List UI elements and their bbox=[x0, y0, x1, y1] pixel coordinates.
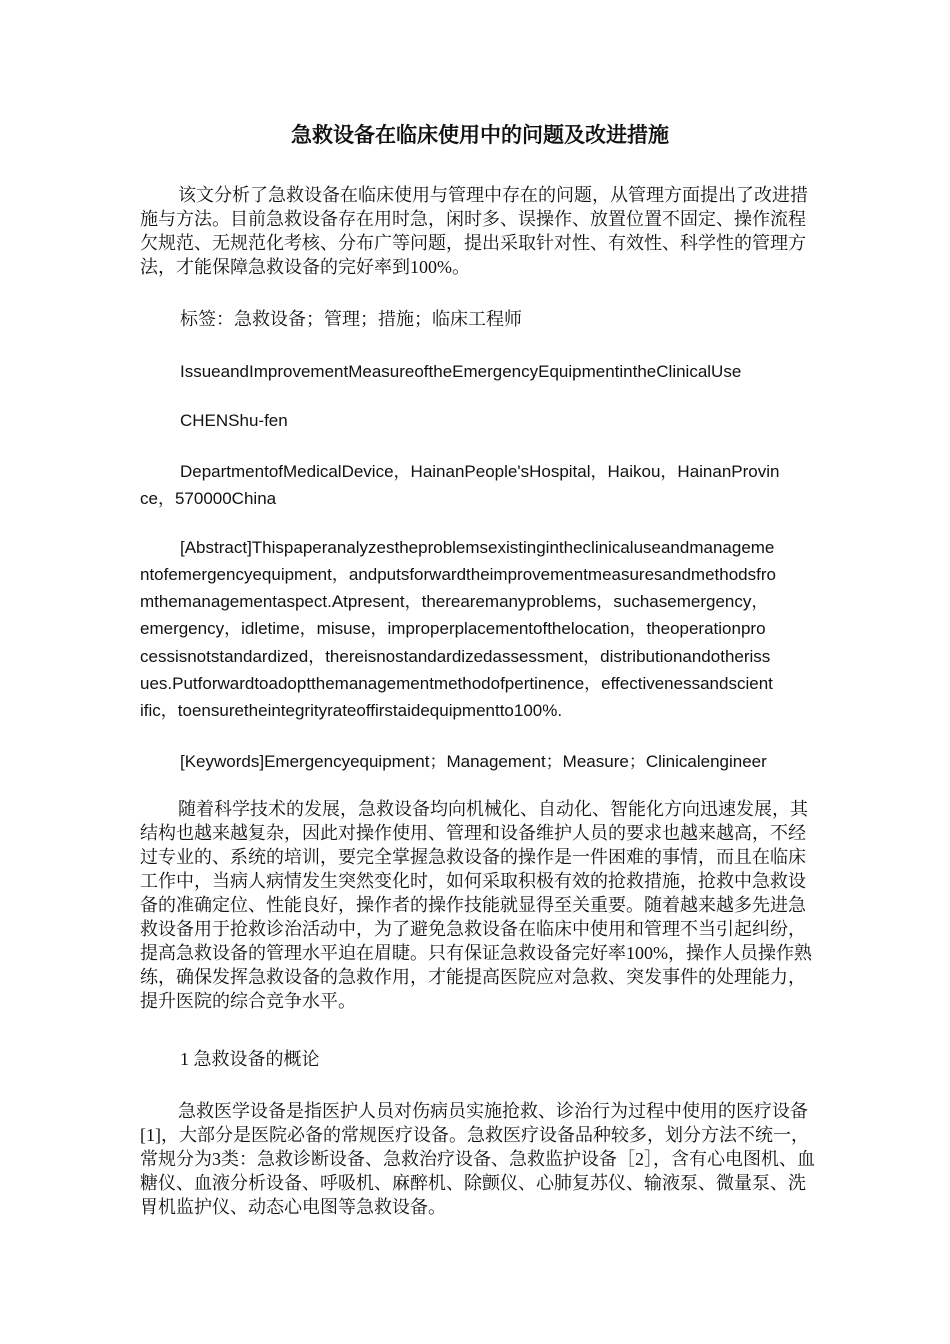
document-title: 急救设备在临床使用中的问题及改进措施 bbox=[291, 123, 669, 147]
abstract-line: ues.Putforwardtoadoptthemanagementmethodofpertinence，effectivenessandscient bbox=[140, 674, 773, 693]
abstract-line: mthemanagementaspect.Atpresent，therearemanyproblems，suchasemergency， bbox=[140, 592, 769, 611]
abstract-line: [Abstract]Thispaperanalyzestheproblemsexistingintheclinicaluseandmanageme bbox=[180, 538, 775, 557]
abstract-line: ific，toensuretheintegrityrateoffirstaidequipmentto100%. bbox=[140, 701, 563, 720]
abstract-line: ntofemergencyequipment，andputsforwardtheimprovementmeasuresandmethodsfro bbox=[140, 565, 776, 584]
author-name: CHENShu-fen bbox=[180, 411, 288, 430]
intro-paragraph: 随着科学技术的发展，急救设备均向机械化、自动化、智能化方向迅速发展，其结构也越来越复杂，因此对操作使用、管理和设备维护人员的要求也越来越高，不经过专业的、系统的培训，要完全掌握急救设备的操作是一件困难的事情，而且在临床工作中，当病人病情发生突然变化时，如何采取积极有效的抢救措施，抢救中急救设备的准确定位、性能良好，操作者的操作技能就显得至关重要。随着越来越多先进急救设备用于抢救诊治活动中，为了避免急救设备在临床中使用和管理不当引起纠纷，提高急救设备的管理水平迫在眉睫。只有保证急救设备完好率100%，操作人员操作熟练，确保发挥急救设备的急救作用，才能提高医院应对急救、突发事件的处理能力，提升医院的综合竞争水平。 bbox=[140, 799, 812, 1011]
english-title: IssueandImprovementMeasureoftheEmergencyEquipmentintheClinicalUse bbox=[180, 362, 742, 381]
abstract-line: emergency，idletime，misuse，improperplacementofthelocation，theoperationpro bbox=[140, 619, 766, 638]
section-1-paragraph: 急救医学设备是指医护人员对伤病员实施抢救、诊治行为过程中使用的医疗设备[1]，大部分是医院必备的常规医疗设备。急救医疗设备品种较多，划分方法不统一，常规分为3类：急救诊断设备、急救治疗设备、急救监护设备［2］，含有心电图机、血糖仪、血液分析设备、呼吸机、麻醉机、除颤仪、心肺复苏仪、输液泵、微量泵、洗胃机监护仪、动态心电图等急救设备。 bbox=[140, 1101, 815, 1217]
chinese-keywords: 标签：急救设备；管理；措施；临床工程师 bbox=[180, 309, 522, 329]
affiliation-line-1: DepartmentofMedicalDevice，HainanPeople'sHospital，Haikou，HainanProvin bbox=[180, 462, 780, 481]
chinese-summary: 该文分析了急救设备在临床使用与管理中存在的问题，从管理方面提出了改进措施与方法。目前急救设备存在用时急，闲时多、误操作、放置位置不固定、操作流程欠规范、无规范化考核、分布广等问题，提出采取针对性、有效性、科学性的管理方法，才能保障急救设备的完好率到100%。 bbox=[140, 185, 808, 277]
abstract-line: cessisnotstandardized，thereisnostandardizedassessment，distributionandotheriss bbox=[140, 647, 771, 666]
section-1-heading: 1 急救设备的概论 bbox=[180, 1049, 320, 1069]
english-keywords: [Keywords]Emergencyequipment；Management；Measure；Clinicalengineer bbox=[180, 752, 767, 771]
affiliation-line-2: ce，570000China bbox=[140, 489, 277, 508]
